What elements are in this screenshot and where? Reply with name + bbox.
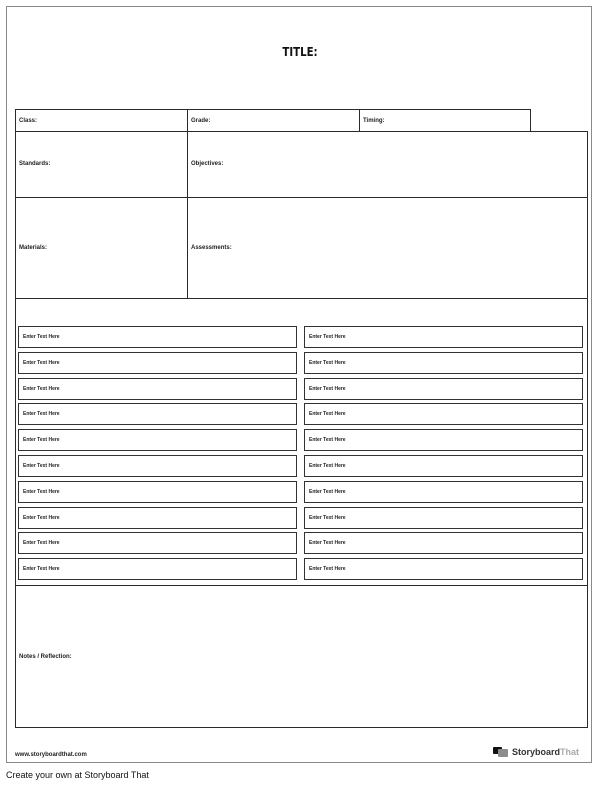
text-box-left-1[interactable]: [18, 326, 297, 348]
text-box-left-8[interactable]: [18, 507, 297, 529]
storyboardthat-logo[interactable]: [493, 746, 579, 758]
text-box-right-10[interactable]: [304, 558, 583, 580]
text-box-placeholder: Enter Text Here: [309, 488, 346, 495]
notes-label: Notes / Reflection:: [19, 654, 72, 660]
text-box-left-3[interactable]: [18, 378, 297, 400]
text-box-placeholder: Enter Text Here: [23, 540, 60, 547]
text-box-left-10[interactable]: [18, 558, 297, 580]
text-box-placeholder: Enter Text Here: [23, 488, 60, 495]
text-box-right-5[interactable]: [304, 429, 583, 451]
grade-field[interactable]: [187, 109, 360, 132]
text-box-left-2[interactable]: [18, 352, 297, 374]
objectives-field[interactable]: [187, 131, 588, 198]
notes-field[interactable]: [15, 585, 588, 728]
text-box-left-9[interactable]: [18, 532, 297, 554]
text-box-placeholder: Enter Text Here: [23, 411, 60, 418]
speech-bubbles-icon: [493, 747, 509, 758]
text-box-left-7[interactable]: [18, 481, 297, 503]
text-box-right-3[interactable]: [304, 378, 583, 400]
text-box-placeholder: Enter Text Here: [309, 385, 346, 392]
materials-field[interactable]: [15, 197, 188, 299]
text-box-placeholder: Enter Text Here: [309, 463, 346, 469]
text-box-right-8[interactable]: [304, 507, 583, 529]
text-box-placeholder: Enter Text Here: [309, 514, 346, 521]
text-box-placeholder: Enter Text Here: [23, 334, 60, 340]
text-box-placeholder: Enter Text Here: [309, 566, 346, 573]
text-box-left-5[interactable]: [18, 429, 297, 451]
assessments-field[interactable]: [187, 197, 588, 299]
class-field[interactable]: [15, 109, 188, 132]
grade-label: Grade:: [191, 118, 211, 124]
text-box-left-4[interactable]: [18, 403, 297, 425]
worksheet-title[interactable]: TITLE:: [282, 45, 318, 59]
text-box-placeholder: Enter Text Here: [23, 566, 60, 573]
brand-name-part1: Storyboard: [512, 747, 561, 757]
text-box-placeholder: Enter Text Here: [309, 334, 346, 340]
text-box-left-6[interactable]: [18, 455, 297, 477]
assessments-label: Assessments:: [191, 245, 232, 251]
standards-label: Standards:: [19, 161, 51, 167]
text-box-right-6[interactable]: [304, 455, 583, 477]
materials-label: Materials:: [19, 245, 48, 251]
footer-url[interactable]: www.storyboardthat.com: [15, 752, 87, 758]
text-box-right-7[interactable]: [304, 481, 583, 503]
text-box-placeholder: Enter Text Here: [23, 514, 60, 521]
objectives-label: Objectives:: [191, 161, 224, 167]
timing-label: Timing:: [363, 118, 385, 124]
text-box-placeholder: Enter Text Here: [23, 385, 60, 392]
class-label: Class:: [19, 118, 38, 124]
text-box-placeholder: Enter Text Here: [23, 463, 60, 469]
brand-name-part2: That: [560, 747, 580, 757]
create-your-own-caption[interactable]: Create your own at Storyboard That: [6, 770, 149, 780]
text-box-placeholder: Enter Text Here: [309, 411, 346, 418]
text-box-placeholder: Enter Text Here: [309, 437, 346, 444]
timing-field[interactable]: [359, 109, 531, 132]
text-box-placeholder: Enter Text Here: [309, 359, 346, 366]
text-box-placeholder: Enter Text Here: [23, 437, 60, 444]
text-box-right-1[interactable]: [304, 326, 583, 348]
text-box-right-9[interactable]: [304, 532, 583, 554]
text-box-right-4[interactable]: [304, 403, 583, 425]
text-box-placeholder: Enter Text Here: [309, 540, 346, 547]
text-box-placeholder: Enter Text Here: [23, 359, 60, 366]
standards-field[interactable]: [15, 131, 188, 198]
text-box-right-2[interactable]: [304, 352, 583, 374]
